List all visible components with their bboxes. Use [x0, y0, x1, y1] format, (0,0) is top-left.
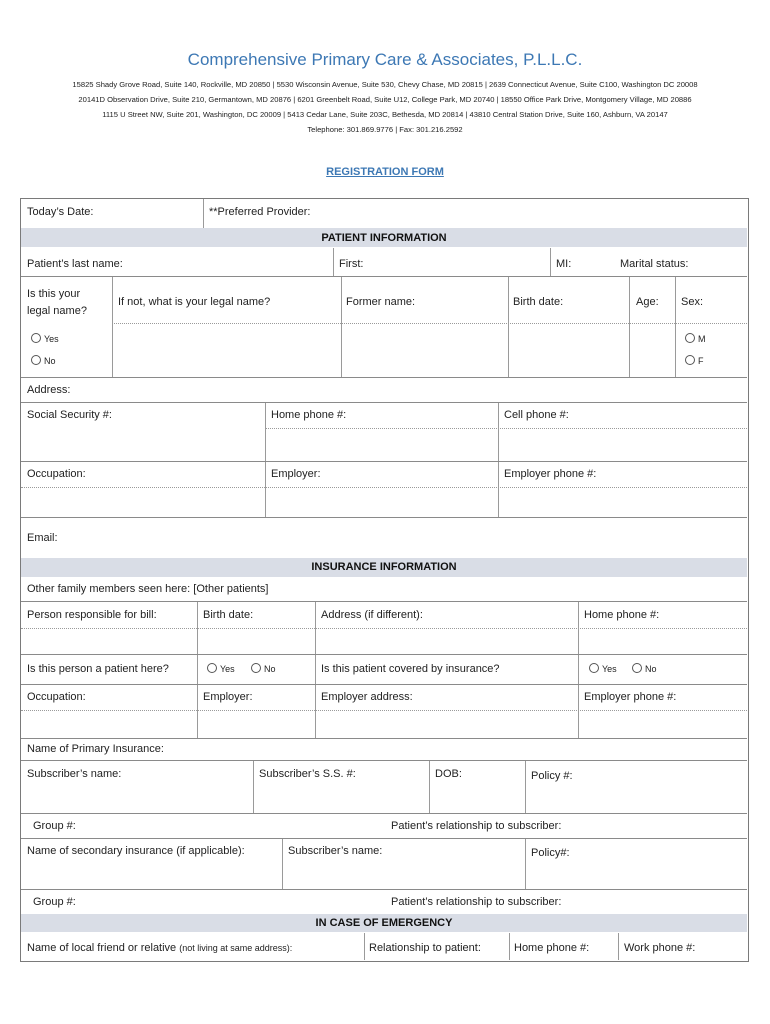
- secondary-insurance-field[interactable]: Name of secondary insurance (if applicable):: [27, 845, 245, 857]
- insurance-section-title: INSURANCE INFORMATION: [311, 561, 457, 573]
- group-field[interactable]: Group #:: [33, 820, 76, 832]
- is-legal-name-label-1: Is this your: [27, 288, 81, 300]
- emergency-home-phone-field[interactable]: Home phone #:: [514, 942, 590, 954]
- is-patient-yes-radio[interactable]: Yes: [207, 663, 235, 674]
- covered-yes-radio[interactable]: Yes: [589, 663, 617, 674]
- emergency-section-title: IN CASE OF EMERGENCY: [315, 917, 453, 929]
- middle-initial-field[interactable]: MI:: [556, 258, 572, 270]
- is-patient-label: Is this person a patient here?: [27, 663, 169, 675]
- occupation-field[interactable]: Occupation:: [27, 468, 86, 480]
- first-name-field[interactable]: First:: [339, 258, 364, 270]
- contact-line: Telephone: 301.869.9776 | Fax: 301.216.2592: [307, 125, 463, 134]
- employer-phone-field[interactable]: Employer phone #:: [504, 468, 597, 480]
- legal-no-radio[interactable]: No: [31, 355, 56, 366]
- email-field[interactable]: Email:: [27, 532, 58, 544]
- patient-last-name-field[interactable]: Patient’s last name:: [27, 258, 123, 270]
- form-title: REGISTRATION FORM: [326, 166, 444, 178]
- policy-field[interactable]: Policy #:: [531, 770, 573, 782]
- other-family-field[interactable]: Other family members seen here: [Other patients]: [27, 583, 269, 595]
- employer-field[interactable]: Employer:: [271, 468, 321, 480]
- responsible-employer-address-field[interactable]: Employer address:: [321, 691, 413, 703]
- preferred-provider-field[interactable]: **Preferred Provider:: [209, 206, 311, 218]
- responsible-employer-field[interactable]: Employer:: [203, 691, 253, 703]
- covered-no-radio[interactable]: No: [632, 663, 657, 674]
- sex-female-radio[interactable]: F: [685, 355, 704, 366]
- todays-date-field[interactable]: Today’s Date:: [27, 206, 94, 218]
- emergency-relationship-field[interactable]: Relationship to patient:: [369, 942, 481, 954]
- relationship-field[interactable]: Patient’s relationship to subscriber:: [391, 820, 562, 832]
- responsible-address-field[interactable]: Address (if different):: [321, 609, 423, 621]
- radio-circle-icon: [685, 333, 695, 343]
- legal-yes-radio[interactable]: Yes: [31, 333, 59, 344]
- age-field[interactable]: Age:: [636, 296, 659, 308]
- responsible-home-phone-field[interactable]: Home phone #:: [584, 609, 660, 621]
- responsible-party-field[interactable]: Person responsible for bill:: [27, 609, 157, 621]
- legal-name-field[interactable]: If not, what is your legal name?: [118, 296, 271, 308]
- patient-section-title: PATIENT INFORMATION: [321, 232, 447, 244]
- former-name-field[interactable]: Former name:: [346, 296, 416, 308]
- radio-circle-icon: [685, 355, 695, 365]
- radio-circle-icon: [207, 663, 217, 673]
- secondary-policy-field[interactable]: Policy#:: [531, 847, 570, 859]
- secondary-subscriber-name-field[interactable]: Subscriber’s name:: [288, 845, 383, 857]
- covered-label: Is this patient covered by insurance?: [321, 663, 500, 675]
- birth-date-field[interactable]: Birth date:: [513, 296, 564, 308]
- responsible-birth-date-field[interactable]: Birth date:: [203, 609, 254, 621]
- is-patient-no-radio[interactable]: No: [251, 663, 276, 674]
- address-line-1: 15825 Shady Grove Road, Suite 140, Rockville, MD 20850 | 5530 Wisconsin Avenue, Suite 530, Chevy Chase, MD 20815 | 2639 Connecticut Avenue, Suite C100, Washington DC 20008: [72, 80, 698, 89]
- radio-circle-icon: [251, 663, 261, 673]
- responsible-employer-phone-field[interactable]: Employer phone #:: [584, 691, 677, 703]
- address-line-3: 1115 U Street NW, Suite 201, Washington, DC 20009 | 5413 Cedar Lane, Suite 203C, Bethesda, MD 20814 | 43810 Central Station Drive, Suite 160, Ashburn, VA 20147: [102, 110, 668, 119]
- secondary-group-field[interactable]: Group #:: [33, 896, 76, 908]
- practice-name: Comprehensive Primary Care & Associates, P.L.L.C.: [187, 50, 583, 69]
- sex-male-radio[interactable]: M: [685, 333, 706, 344]
- subscriber-dob-field[interactable]: DOB:: [435, 768, 462, 780]
- secondary-relationship-field[interactable]: Patient’s relationship to subscriber:: [391, 896, 562, 908]
- responsible-occupation-field[interactable]: Occupation:: [27, 691, 86, 703]
- radio-circle-icon: [31, 333, 41, 343]
- is-legal-name-label-2: legal name?: [27, 305, 87, 317]
- home-phone-field[interactable]: Home phone #:: [271, 409, 347, 421]
- address-field[interactable]: Address:: [27, 384, 71, 396]
- ssn-field[interactable]: Social Security #:: [27, 409, 112, 421]
- radio-circle-icon: [31, 355, 41, 365]
- cell-phone-field[interactable]: Cell phone #:: [504, 409, 569, 421]
- subscriber-ss-field[interactable]: Subscriber’s S.S. #:: [259, 768, 356, 780]
- primary-insurance-field[interactable]: Name of Primary Insurance:: [27, 743, 164, 755]
- sex-field: Sex:: [681, 296, 704, 308]
- radio-circle-icon: [632, 663, 642, 673]
- subscriber-name-field[interactable]: Subscriber’s name:: [27, 768, 122, 780]
- emergency-work-phone-field[interactable]: Work phone #:: [624, 942, 696, 954]
- radio-circle-icon: [589, 663, 599, 673]
- address-line-2: 20141D Observation Drive, Suite 210, Germantown, MD 20876 | 6201 Greenbelt Road, Suite U12, College Park, MD 20740 | 18550 Office Park Drive, Montgomery Village, MD 20886: [78, 95, 692, 104]
- marital-status-field[interactable]: Marital status:: [620, 258, 689, 270]
- local-contact-field[interactable]: Name of local friend or relative (not living at same address):: [27, 942, 293, 954]
